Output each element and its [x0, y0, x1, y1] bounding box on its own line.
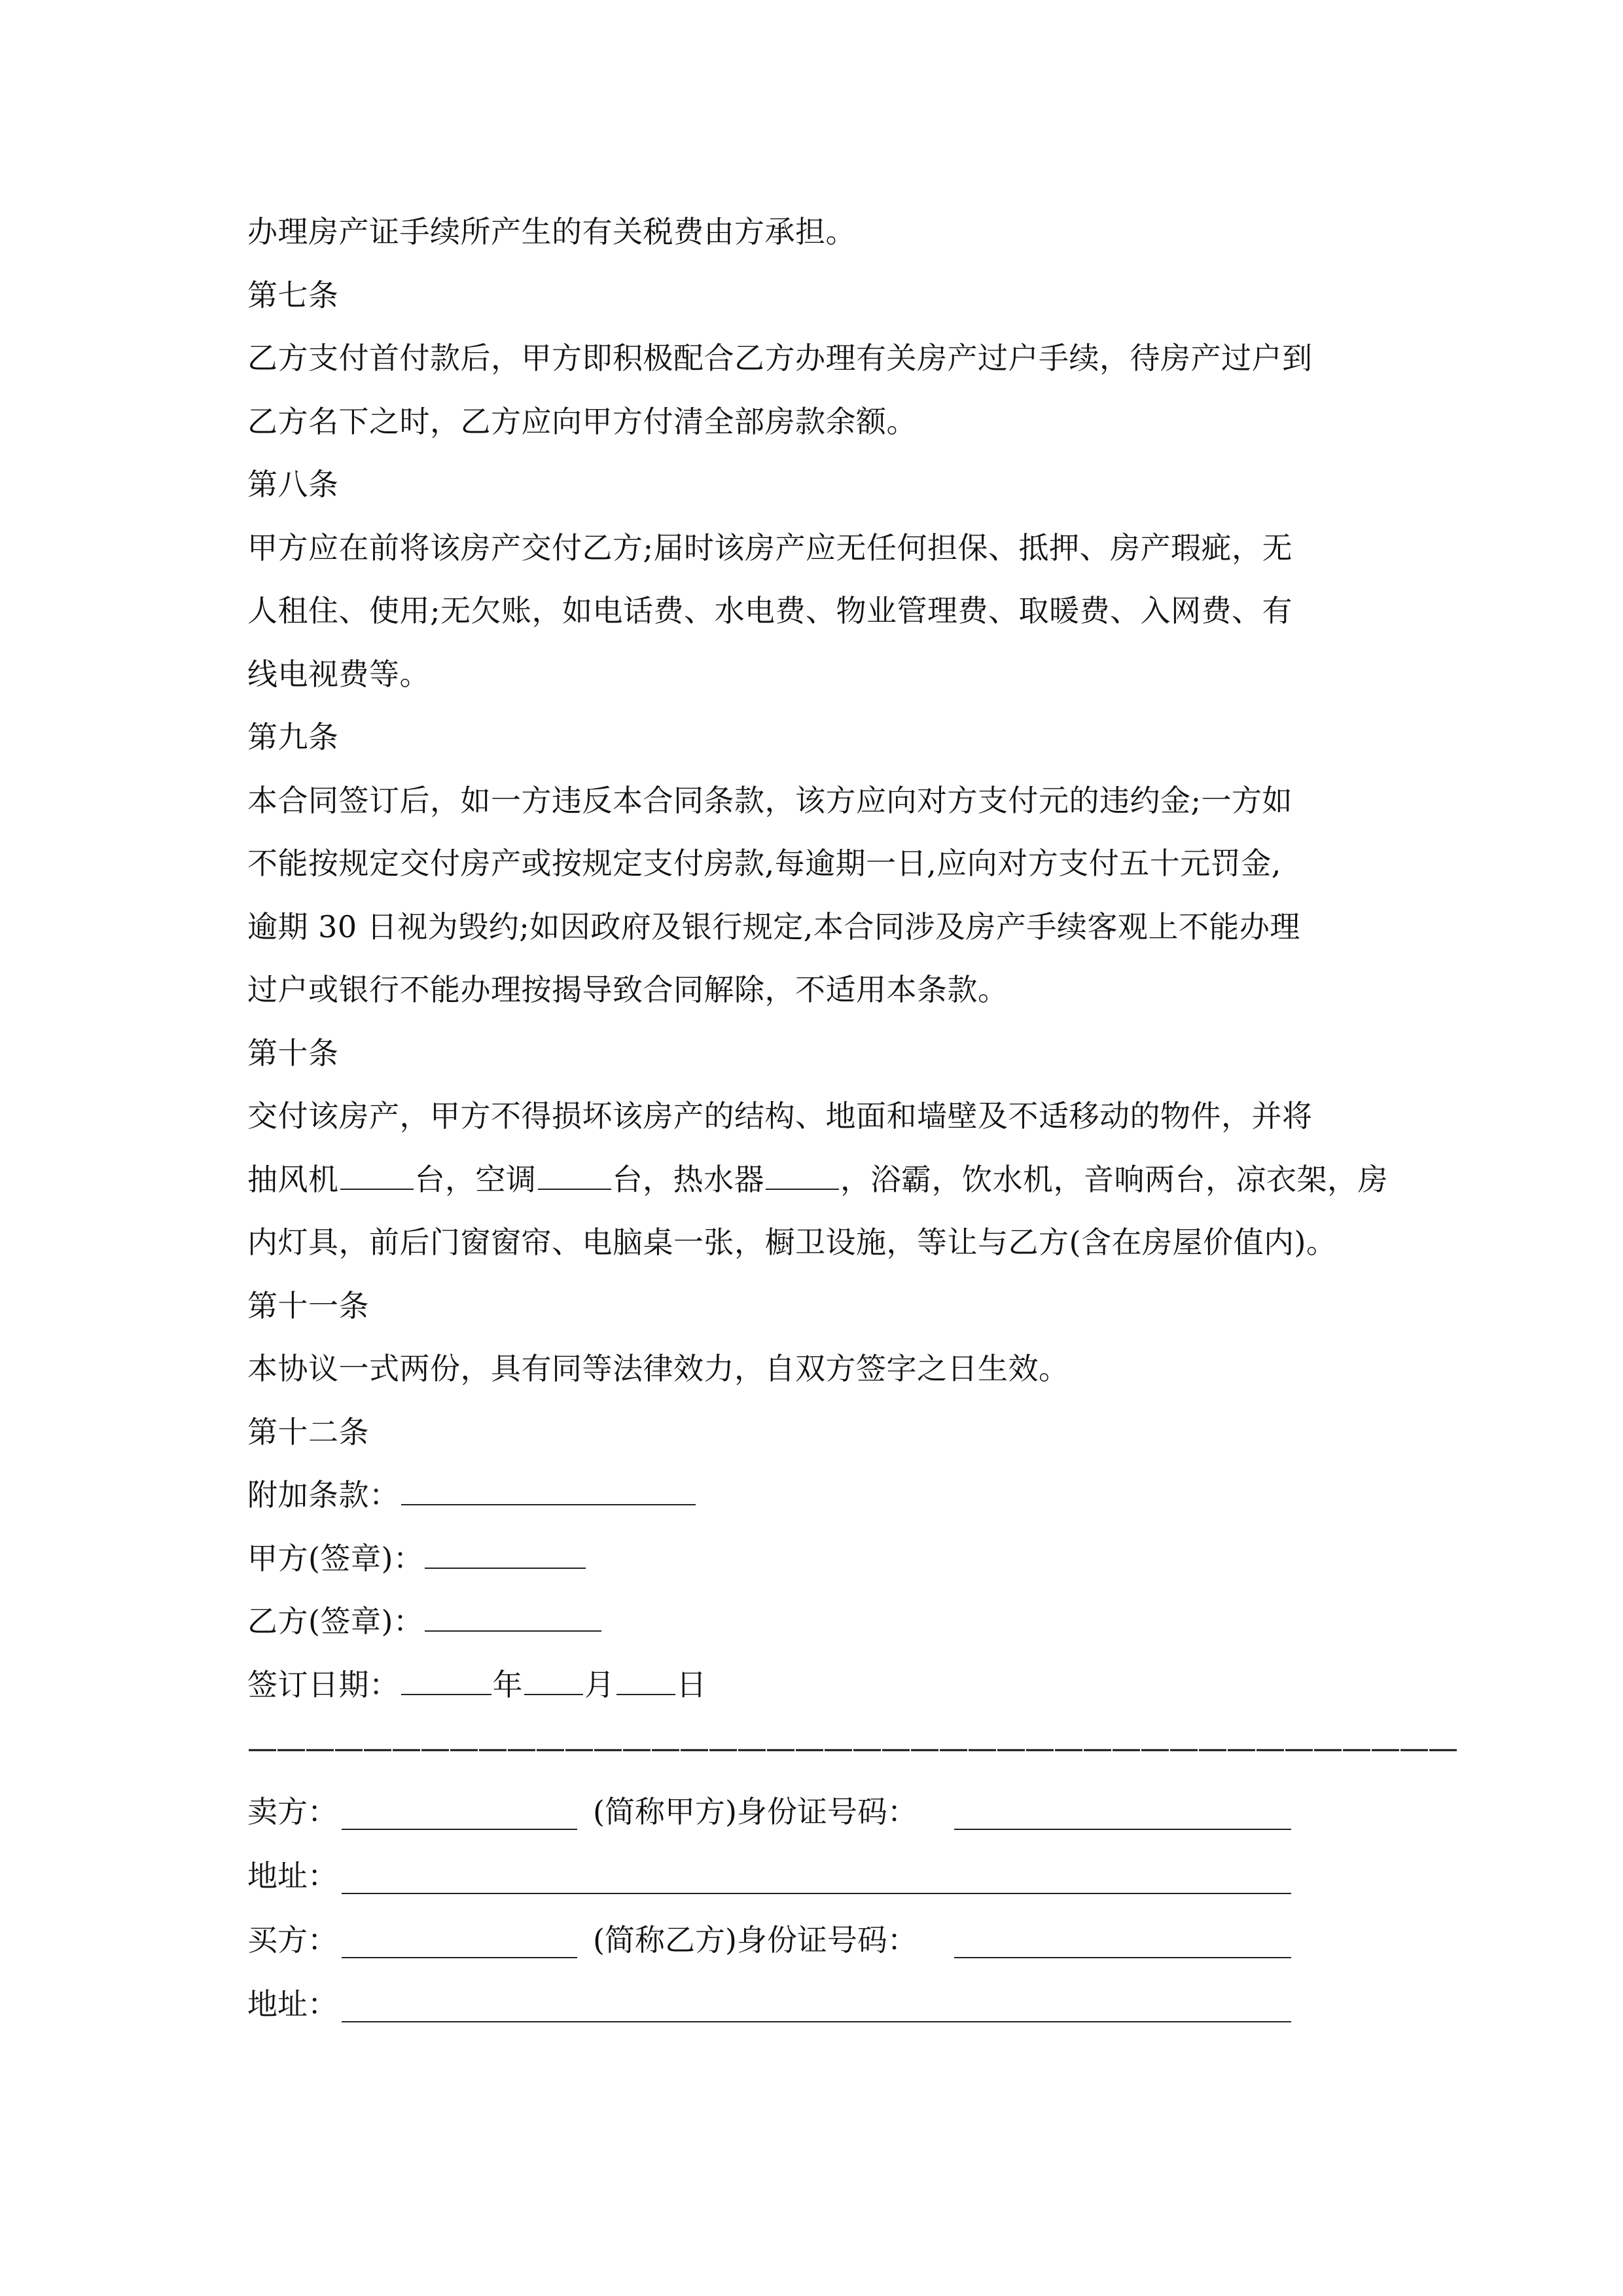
- seller-address-blank[interactable]: [342, 1892, 1291, 1894]
- signing-year-blank[interactable]: [401, 1664, 491, 1695]
- article-11-line-1: 本协议一式两份，具有同等法律效力，自双方签字之日生效。: [247, 1351, 1069, 1386]
- tax-clause-line: 办理房产证手续所产生的有关税费由方承担。: [247, 214, 856, 249]
- seller-label: 卖方：: [247, 1793, 338, 1829]
- article-12-heading: 第十二条: [247, 1414, 369, 1450]
- article-9-line-1: 本合同签订后，如一方违反本合同条款，该方应向对方支付元的违约金;一方如: [247, 782, 1293, 818]
- article-11-heading: 第十一条: [247, 1287, 369, 1323]
- exhaust-fan-count-blank[interactable]: [340, 1158, 414, 1190]
- water-heater-count-blank[interactable]: [766, 1158, 839, 1190]
- article-9-line-3: 逾期 30 日视为毁约;如因政府及银行规定,本合同涉及房产手续客观上不能办理: [247, 908, 1300, 944]
- buyer-address-blank[interactable]: [342, 2020, 1291, 2022]
- article-9-heading: 第九条: [247, 719, 339, 755]
- buyer-name-blank[interactable]: [342, 1956, 577, 1958]
- seller-address-label: 地址：: [247, 1857, 338, 1893]
- signing-month-blank[interactable]: [524, 1664, 583, 1695]
- party-b-signature-row: [247, 1590, 1373, 1653]
- month-label: 月: [584, 1666, 615, 1702]
- contract-page: [247, 200, 1457, 2036]
- party-b-signature-label: 乙方(签章)：: [247, 1604, 424, 1639]
- article-8-heading: 第八条: [247, 467, 339, 502]
- buyer-address-label: 地址：: [247, 1986, 338, 2022]
- party-b-signature-blank[interactable]: [425, 1600, 601, 1632]
- separator-line: ——————————————————————————————————————————: [247, 1730, 1457, 1765]
- air-conditioner-label: 台，空调: [414, 1161, 537, 1197]
- water-heater-label: 台，热水器: [612, 1161, 764, 1197]
- buyer-short-label: (简称乙方)身份证号码：: [593, 1922, 918, 1958]
- seller-row: [247, 1780, 1373, 1844]
- additional-terms-row: [247, 1463, 1373, 1527]
- article-9-line-4: 过户或银行不能办理按揭导致合同解除，不适用本条款。: [247, 972, 1008, 1007]
- seller-address-row: [247, 1844, 1373, 1908]
- year-label: 年: [492, 1666, 523, 1702]
- appliance-list-text: ，浴霸，饮水机，音响两台，凉衣架，房: [840, 1161, 1388, 1197]
- seller-short-label: (简称甲方)身份证号码：: [593, 1793, 918, 1829]
- article-8-line-1: 甲方应在前将该房产交付乙方;届时该房产应无任何担保、抵押、房产瑕疵，无: [247, 529, 1293, 565]
- article-9-line-2: 不能按规定交付房产或按规定支付房款,每逾期一日,应向对方支付五十元罚金,: [247, 846, 1281, 881]
- article-7-line-1: 乙方支付首付款后，甲方即积极配合乙方办理有关房产过户手续，待房产过户到: [247, 340, 1313, 376]
- article-10-line-1: 交付该房产，甲方不得损坏该房产的结构、地面和墙壁及不适移动的物件，并将: [247, 1098, 1313, 1134]
- buyer-address-row: [247, 1972, 1373, 2036]
- additional-terms-label: 附加条款：: [247, 1477, 400, 1513]
- buyer-row: [247, 1908, 1373, 1972]
- article-10-line-2: [247, 1148, 1388, 1211]
- signing-date-row: [247, 1653, 1373, 1717]
- air-conditioner-count-blank[interactable]: [538, 1158, 611, 1190]
- seller-id-blank[interactable]: [954, 1828, 1291, 1830]
- exhaust-fan-label: 抽风机: [247, 1161, 339, 1197]
- article-10-line-3: 内灯具，前后门窗窗帘、电脑桌一张，橱卫设施，等让与乙方(含在房屋价值内)。: [247, 1225, 1337, 1260]
- day-label: 日: [676, 1666, 707, 1702]
- article-7-heading: 第七条: [247, 277, 339, 313]
- additional-terms-blank[interactable]: [401, 1474, 696, 1505]
- signing-day-blank[interactable]: [616, 1664, 675, 1695]
- article-10-heading: 第十条: [247, 1035, 339, 1071]
- party-a-signature-blank[interactable]: [425, 1537, 586, 1569]
- buyer-label: 买方：: [247, 1922, 338, 1958]
- article-8-line-2: 人租住、使用;无欠账，如电话费、水电费、物业管理费、取暖费、入网费、有: [247, 593, 1293, 628]
- signing-date-label: 签订日期：: [247, 1666, 400, 1702]
- party-a-signature-label: 甲方(签章)：: [247, 1540, 424, 1576]
- buyer-id-blank[interactable]: [954, 1956, 1291, 1958]
- article-7-line-2: 乙方名下之时，乙方应向甲方付清全部房款余额。: [247, 403, 917, 439]
- article-8-line-3: 线电视费等。: [247, 656, 430, 692]
- party-a-signature-row: [247, 1527, 1373, 1590]
- seller-name-blank[interactable]: [342, 1828, 577, 1830]
